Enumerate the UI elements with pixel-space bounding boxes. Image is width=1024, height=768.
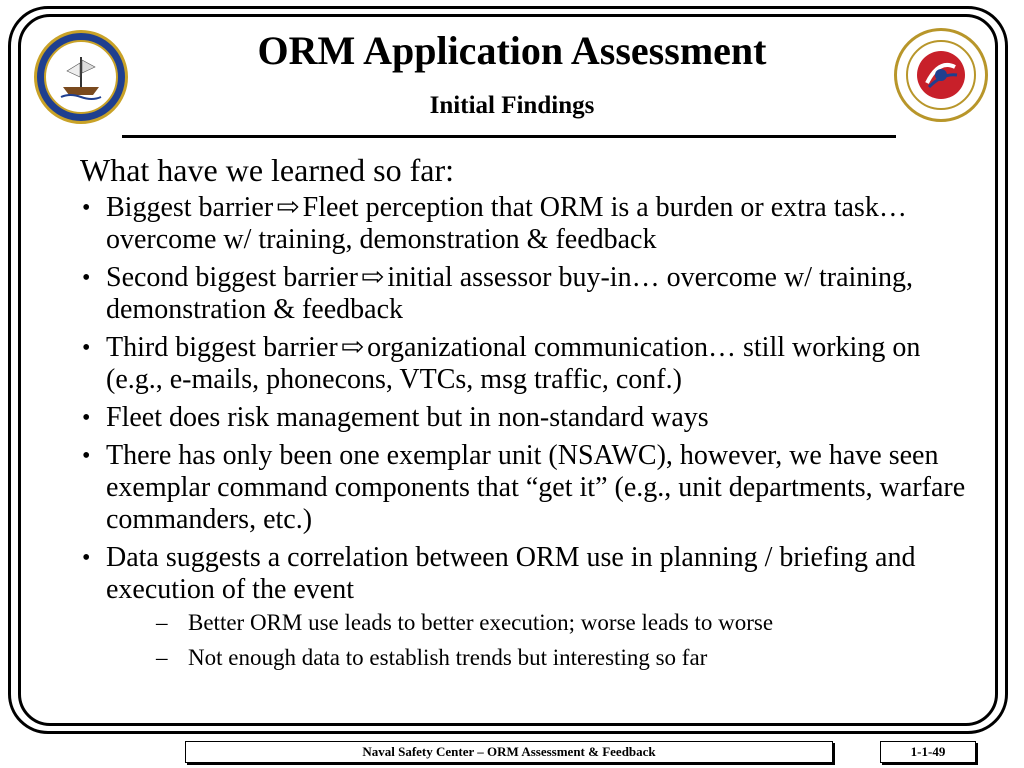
sub-bullet-list: [106, 608, 980, 673]
arrow-right-icon: ⇨: [276, 192, 300, 223]
bullet-text: organizational communication… still working on (e.g., e-mails, phonecons, VTCs, msg traffic, conf.): [106, 332, 921, 395]
bullet-text: Fleet perception that ORM is a burden or extra task… overcome w/ training, demonstration & feedback: [106, 192, 907, 255]
slide-body: [80, 150, 980, 679]
bullet-item: • Fleet does risk management but in non-standard ways: [80, 402, 980, 434]
page-subtitle: Initial Findings: [429, 92, 595, 119]
sub-bullet-item: – Not enough data to establish trends but interesting so far: [106, 643, 980, 673]
arrow-right-icon: ⇨: [340, 332, 365, 363]
bullet-lead-text: Biggest barrier: [106, 192, 274, 223]
title-divider: [122, 135, 896, 138]
page-number: 1-1-49: [880, 741, 976, 763]
ship-icon: [59, 51, 103, 101]
bullet-lead-text: Second biggest barrier: [106, 262, 358, 293]
page-title: ORM Application Assessment: [257, 28, 767, 73]
department-of-the-navy-seal-icon: [34, 30, 128, 124]
naval-safety-center-seal-icon: [894, 28, 988, 122]
lead-heading: What have we learned so far:: [80, 152, 455, 188]
bullet-list: [80, 192, 980, 673]
bullet-text: Data suggests a correlation between ORM use in planning / briefing and execution of the event: [106, 542, 916, 605]
arrow-right-icon: ⇨: [360, 262, 385, 293]
bullet-item: [80, 332, 980, 396]
bullet-text: initial assessor buy-in… overcome w/ training, demonstration & feedback: [106, 262, 914, 325]
sub-bullet-item: – Better ORM use leads to better execution; worse leads to worse: [106, 608, 980, 638]
swoosh-icon: [919, 53, 963, 97]
bullet-item: [80, 542, 980, 673]
bullet-lead-text: Third biggest barrier: [106, 332, 338, 363]
bullet-item: • There has only been one exemplar unit (NSAWC), however, we have seen exemplar command components that “get it” (e.g., unit departments, warfare commanders, etc.): [80, 440, 980, 536]
bullet-item: [80, 192, 980, 256]
bullet-item: [80, 262, 980, 326]
footer-caption: Naval Safety Center – ORM Assessment & Feedback: [185, 741, 833, 763]
